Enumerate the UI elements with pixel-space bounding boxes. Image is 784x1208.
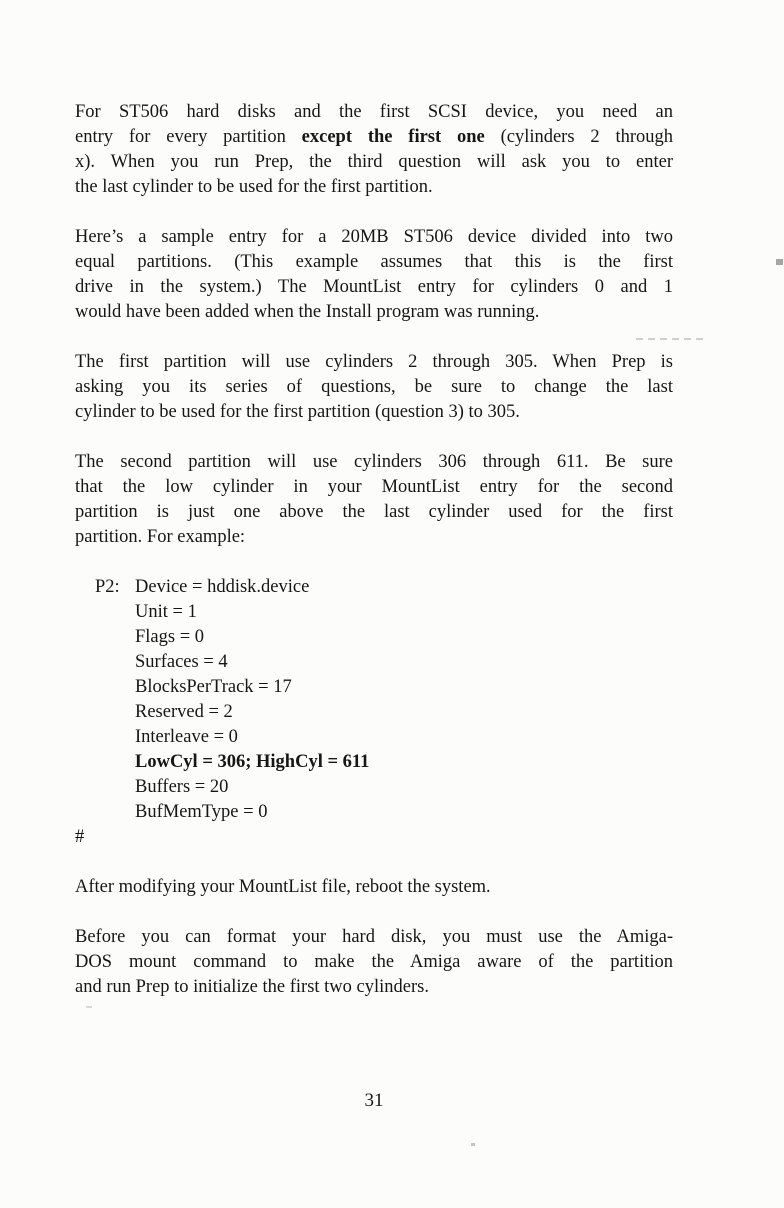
text-line bbox=[75, 175, 673, 200]
text-segment: The second partition will use cylinders 306 through 611. Be sure bbox=[75, 452, 673, 472]
second-partition-paragraph bbox=[75, 450, 673, 550]
text-line bbox=[75, 525, 673, 550]
text-segment: BufMemType = 0 bbox=[135, 802, 268, 822]
text-segment: DOS mount command to make the Amiga aware of the partition bbox=[75, 952, 673, 972]
text-line bbox=[75, 950, 673, 975]
text-segment: Interleave = 0 bbox=[135, 727, 238, 747]
text-line bbox=[75, 225, 673, 250]
text-segment: partition is just one above the last cylinder used for the first bbox=[75, 502, 673, 522]
text-line bbox=[75, 650, 673, 675]
text-segment: # bbox=[75, 827, 85, 847]
page-text bbox=[75, 100, 673, 1025]
text-segment: x). When you run Prep, the third question will ask you to enter bbox=[75, 152, 673, 172]
text-segment: Surfaces = 4 bbox=[135, 652, 228, 672]
text-line bbox=[75, 600, 673, 625]
mountlist-entry-listing bbox=[75, 575, 673, 825]
text-segment: equal partitions. (This example assumes that this is the first bbox=[75, 252, 673, 272]
reboot-paragraph bbox=[75, 875, 673, 900]
text-line bbox=[75, 875, 673, 900]
text-segment: entry for every partition bbox=[75, 127, 302, 147]
text-segment: Device = hddisk.device bbox=[135, 577, 310, 597]
text-segment: For ST506 hard disks and the first SCSI device, you need an bbox=[75, 102, 673, 122]
text-line bbox=[75, 275, 673, 300]
intro-paragraph bbox=[75, 100, 673, 200]
text-segment: partition. For example: bbox=[75, 527, 246, 547]
format-paragraph bbox=[75, 925, 673, 1000]
text-line bbox=[75, 975, 673, 1000]
text-segment: After modifying your MountList file, reboot the system. bbox=[75, 877, 491, 897]
text-segment: cylinder to be used for the first partition (question 3) to 305. bbox=[75, 402, 520, 422]
text-line bbox=[75, 825, 673, 850]
scan-artifact bbox=[471, 1143, 475, 1146]
text-segment: the last cylinder to be used for the first partition. bbox=[75, 177, 433, 197]
text-line bbox=[75, 500, 673, 525]
first-partition-paragraph bbox=[75, 350, 673, 425]
text-line bbox=[75, 675, 673, 700]
text-line bbox=[75, 925, 673, 950]
text-line bbox=[75, 475, 673, 500]
partition-label: P2: bbox=[95, 577, 120, 597]
text-segment: that the low cylinder in your MountList entry for the second bbox=[75, 477, 673, 497]
text-segment: Buffers = 20 bbox=[135, 777, 229, 797]
text-line bbox=[75, 575, 673, 600]
text-line bbox=[75, 375, 673, 400]
text-segment: Reserved = 2 bbox=[135, 702, 233, 722]
text-segment: asking you its series of questions, be sure to change the last bbox=[75, 377, 673, 397]
text-segment: and run Prep to initialize the first two cylinders. bbox=[75, 977, 429, 997]
page-number: 31 bbox=[364, 1090, 384, 1111]
text-line bbox=[75, 150, 673, 175]
text-line bbox=[75, 700, 673, 725]
text-line bbox=[75, 775, 673, 800]
text-line bbox=[75, 750, 673, 775]
text-line bbox=[75, 300, 673, 325]
text-segment: would have been added when the Install program was running. bbox=[75, 302, 540, 322]
text-segment: drive in the system.) The MountList entry for cylinders 0 and 1 bbox=[75, 277, 673, 297]
text-segment: The first partition will use cylinders 2 through 305. When Prep is bbox=[75, 352, 673, 372]
scan-artifact bbox=[776, 259, 783, 265]
text-segment: Here’s a sample entry for a 20MB ST506 device divided into two bbox=[75, 227, 673, 247]
text-segment: Unit = 1 bbox=[135, 602, 197, 622]
text-line bbox=[75, 450, 673, 475]
text-line bbox=[75, 125, 673, 150]
text-segment: Flags = 0 bbox=[135, 627, 205, 647]
text-line bbox=[75, 100, 673, 125]
text-line bbox=[75, 800, 673, 825]
text-line bbox=[75, 725, 673, 750]
text-line bbox=[75, 400, 673, 425]
sample-entry-paragraph bbox=[75, 225, 673, 325]
bold-text-segment: LowCyl = 306; HighCyl = 611 bbox=[135, 752, 370, 772]
text-segment: Before you can format your hard disk, you must use the Amiga- bbox=[75, 927, 673, 947]
mountlist-terminator bbox=[75, 825, 673, 850]
text-line bbox=[75, 250, 673, 275]
text-segment: (cylinders 2 through bbox=[484, 127, 673, 147]
text-segment: BlocksPerTrack = 17 bbox=[135, 677, 292, 697]
bold-text-segment: except the first one bbox=[301, 127, 485, 147]
text-line bbox=[75, 625, 673, 650]
text-line bbox=[75, 350, 673, 375]
